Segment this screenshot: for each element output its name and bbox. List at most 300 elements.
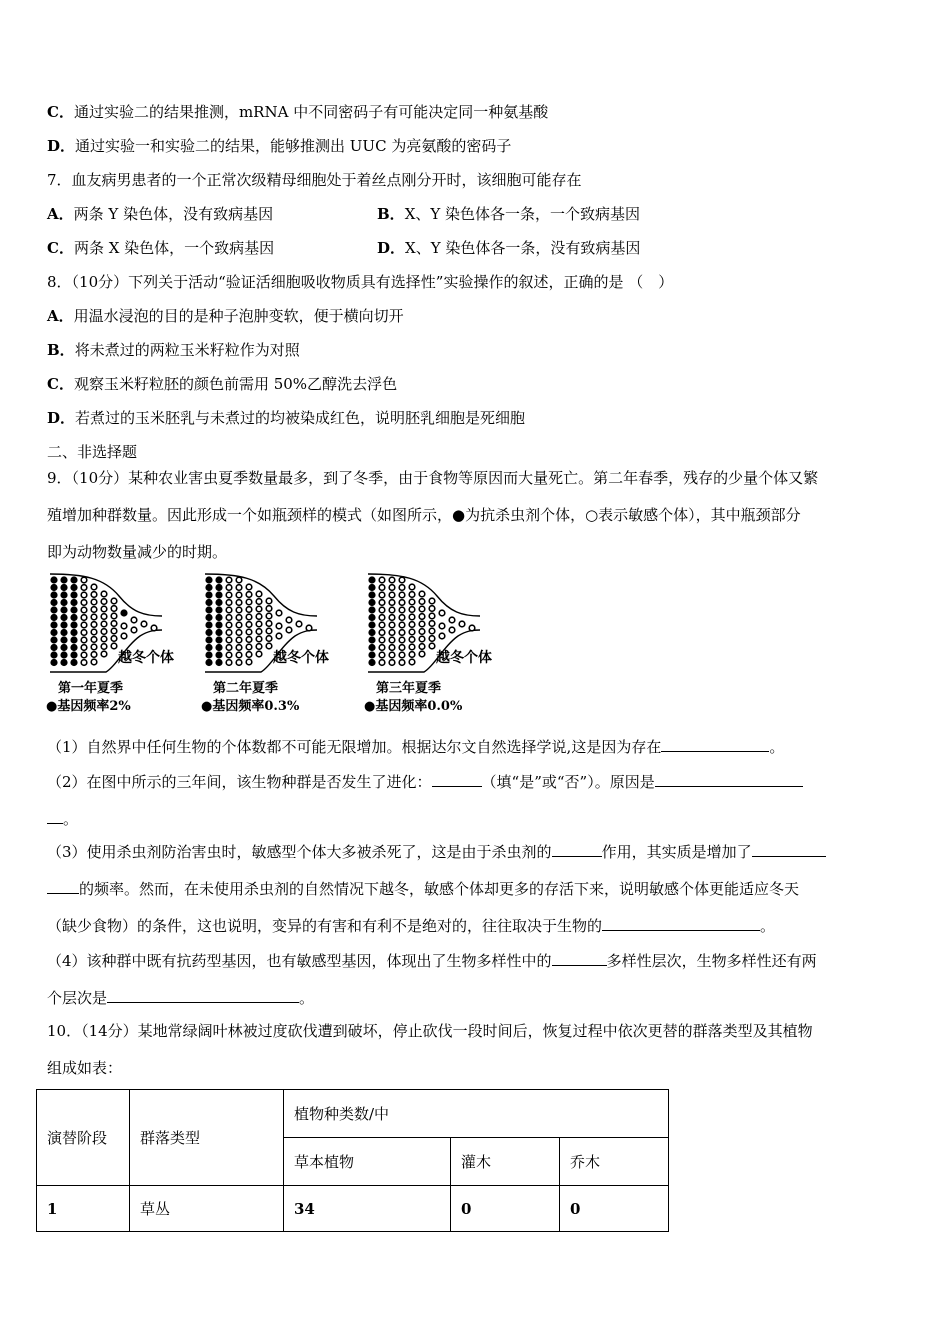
answer-blank[interactable]	[552, 840, 602, 857]
sensitive-individual	[246, 652, 252, 658]
q9-part1	[47, 735, 784, 758]
q9-part3-cont	[47, 877, 799, 900]
sensitive-individual	[226, 630, 232, 636]
q7-stem: 7．血友病男患者的一个正常次级精母细胞处于着丝点刚分开时，该细胞可能存在	[47, 171, 582, 189]
sensitive-individual	[389, 622, 395, 628]
resistant-individual	[369, 585, 375, 591]
resistant-individual	[51, 607, 57, 613]
overwintering-individual	[439, 610, 445, 616]
sensitive-individual	[256, 629, 262, 635]
header-stage: 演替阶段	[37, 1090, 130, 1186]
bottleneck-panel	[201, 574, 329, 714]
sensitive-individual	[236, 660, 242, 666]
overwintering-individual	[121, 610, 127, 616]
resistant-individual	[206, 630, 212, 636]
resistant-individual	[216, 615, 222, 621]
sensitive-individual	[409, 622, 415, 628]
q6-option-c	[47, 101, 548, 123]
resistant-individual	[216, 585, 222, 591]
sensitive-individual	[389, 607, 395, 613]
sensitive-individual	[101, 614, 107, 620]
sensitive-individual	[101, 599, 107, 605]
q9-part2	[47, 770, 803, 793]
bottleneck-panel	[364, 574, 492, 714]
option-letter: C．	[47, 239, 74, 257]
resistant-individual	[51, 630, 57, 636]
sensitive-individual	[226, 577, 232, 583]
resistant-individual	[216, 577, 222, 583]
resistant-individual	[71, 637, 77, 643]
overwintering-individual	[469, 625, 475, 631]
sensitive-individual	[236, 577, 242, 583]
part4-text-c: 个层次是	[47, 989, 108, 1007]
sensitive-individual	[389, 615, 395, 621]
answer-blank[interactable]	[661, 735, 769, 752]
q9-part3	[47, 840, 826, 863]
part2-text-b: （填“是”或“否”）。原因是	[481, 773, 655, 791]
sensitive-individual	[266, 628, 272, 634]
sensitive-individual	[256, 644, 262, 650]
overwintering-individual	[459, 621, 465, 627]
q8-option-b	[47, 339, 300, 361]
sensitive-individual	[399, 660, 405, 666]
sensitive-individual	[111, 621, 117, 627]
sensitive-individual	[246, 637, 252, 643]
sensitive-individual	[266, 613, 272, 619]
sensitive-individual	[379, 652, 385, 658]
sensitive-individual	[81, 600, 87, 606]
sensitive-individual	[91, 644, 97, 650]
resistant-individual	[61, 652, 67, 658]
sensitive-individual	[236, 645, 242, 651]
resistant-individual	[216, 637, 222, 643]
sensitive-individual	[419, 591, 425, 597]
sensitive-individual	[91, 584, 97, 590]
resistant-individual	[216, 622, 222, 628]
resistant-individual	[51, 645, 57, 651]
answer-blank[interactable]	[552, 949, 607, 966]
bottleneck-panel	[46, 574, 174, 714]
option-letter: D．	[47, 137, 76, 155]
part4-text-b: 多样性层次，生物多样性还有两	[606, 952, 817, 970]
sensitive-individual	[389, 600, 395, 606]
overwintering-individual	[276, 610, 282, 616]
resistant-individual	[206, 660, 212, 666]
resistant-individual	[71, 615, 77, 621]
sensitive-individual	[419, 606, 425, 612]
sensitive-individual	[236, 615, 242, 621]
sensitive-individual	[101, 606, 107, 612]
resistant-individual	[216, 660, 222, 666]
answer-blank[interactable]	[432, 770, 482, 787]
sensitive-individual	[101, 591, 107, 597]
sensitive-individual	[379, 607, 385, 613]
sensitive-individual	[266, 636, 272, 642]
sensitive-individual	[419, 629, 425, 635]
sensitive-individual	[91, 622, 97, 628]
sensitive-individual	[101, 629, 107, 635]
resistant-individual	[51, 652, 57, 658]
sensitive-individual	[389, 592, 395, 598]
sensitive-individual	[111, 636, 117, 642]
header-shrub: 灌木	[451, 1138, 560, 1186]
q9-stem-line2: 殖增加种群数量。因此形成一个如瓶颈样的模式（如图所示，●为抗杀虫剂个体，○表示敏感个体），其中瓶颈部分	[47, 506, 801, 524]
sensitive-individual	[409, 599, 415, 605]
gene-frequency-label: ●基因频率0.0%	[364, 699, 463, 714]
q9-part2-cont	[47, 807, 78, 830]
resistant-individual	[206, 577, 212, 583]
sensitive-individual	[399, 600, 405, 606]
sensitive-individual	[236, 607, 242, 613]
sensitive-individual	[379, 637, 385, 643]
sensitive-individual	[81, 622, 87, 628]
table-row	[37, 1186, 669, 1232]
answer-blank[interactable]	[655, 770, 803, 787]
part2-end: 。	[63, 810, 79, 828]
sensitive-individual	[111, 628, 117, 634]
sensitive-individual	[81, 585, 87, 591]
sensitive-individual	[256, 651, 262, 657]
overwintering-individual	[141, 621, 147, 627]
sensitive-individual	[226, 645, 232, 651]
winter-label: 越冬个体	[118, 650, 174, 666]
resistant-individual	[61, 592, 67, 598]
cell-type: 草丛	[130, 1186, 284, 1232]
sensitive-individual	[399, 637, 405, 643]
sensitive-individual	[419, 614, 425, 620]
sensitive-individual	[389, 660, 395, 666]
resistant-individual	[206, 607, 212, 613]
gene-frequency-label: ●基因频率2%	[46, 699, 131, 714]
sensitive-individual	[419, 636, 425, 642]
q8-option-a	[47, 305, 404, 327]
sensitive-individual	[389, 585, 395, 591]
sensitive-individual	[246, 584, 252, 590]
part3-text-b: 作用，其实质是增加了	[601, 843, 752, 861]
sensitive-individual	[379, 622, 385, 628]
season-label: 第二年夏季	[213, 681, 279, 696]
part4-text: （4）该种群中既有抗药型基因，也有敏感型基因，体现出了生物多样性中的	[47, 952, 552, 970]
q8-stem: 8．（10分）下列关于活动“验证活细胞吸收物质具有选择性”实验操作的叙述，正确的是 （ ）	[47, 273, 674, 291]
resistant-individual	[51, 577, 57, 583]
resistant-individual	[206, 592, 212, 598]
resistant-individual	[71, 585, 77, 591]
sensitive-individual	[399, 607, 405, 613]
overwintering-individual	[276, 623, 282, 629]
sensitive-individual	[236, 592, 242, 598]
option-text: X、Y 染色体各一条，没有致病基因	[405, 239, 641, 257]
sensitive-individual	[226, 592, 232, 598]
answer-blank[interactable]	[47, 807, 63, 824]
sensitive-individual	[81, 607, 87, 613]
resistant-individual	[61, 660, 67, 666]
sensitive-individual	[91, 629, 97, 635]
sensitive-individual	[429, 598, 435, 604]
resistant-individual	[369, 637, 375, 643]
option-text: 观察玉米籽粒胚的颜色前需用 50%乙醇洗去浮色	[73, 375, 398, 393]
q9-stem-line3: 即为动物数量减少的时期。	[47, 543, 228, 561]
sensitive-individual	[256, 614, 262, 620]
sensitive-individual	[389, 630, 395, 636]
part2-text: （2）在图中所示的三年间，该生物种群是否发生了进化：	[47, 773, 432, 791]
overwintering-individual	[121, 623, 127, 629]
sensitive-individual	[389, 645, 395, 651]
sensitive-individual	[236, 600, 242, 606]
sensitive-individual	[91, 592, 97, 598]
sensitive-individual	[399, 630, 405, 636]
header-herb: 草本植物	[284, 1138, 451, 1186]
sensitive-individual	[379, 615, 385, 621]
resistant-individual	[369, 645, 375, 651]
sensitive-individual	[111, 643, 117, 649]
sensitive-individual	[91, 599, 97, 605]
q7-option-d	[377, 237, 640, 259]
sensitive-individual	[81, 592, 87, 598]
option-text: 将未煮过的两粒玉米籽粒作为对照	[74, 341, 300, 359]
sensitive-individual	[236, 585, 242, 591]
option-letter: D．	[47, 409, 76, 427]
option-letter: A．	[47, 307, 74, 325]
sensitive-individual	[409, 584, 415, 590]
overwintering-individual	[449, 627, 455, 633]
sensitive-individual	[399, 577, 405, 583]
resistant-individual	[369, 592, 375, 598]
resistant-individual	[216, 600, 222, 606]
overwintering-individual	[131, 627, 137, 633]
sensitive-individual	[226, 600, 232, 606]
sensitive-individual	[91, 614, 97, 620]
resistant-individual	[216, 652, 222, 658]
sensitive-individual	[379, 645, 385, 651]
sensitive-individual	[246, 607, 252, 613]
sensitive-individual	[389, 577, 395, 583]
q6-option-d	[47, 135, 511, 157]
sensitive-individual	[389, 637, 395, 643]
resistant-individual	[61, 607, 67, 613]
option-text: 若煮过的玉米胚乳与未煮过的均被染成红色，说明胚乳细胞是死细胞	[75, 409, 526, 427]
sensitive-individual	[236, 652, 242, 658]
sensitive-individual	[429, 628, 435, 634]
bottleneck-figure	[44, 568, 524, 718]
overwintering-individual	[131, 617, 137, 623]
winter-label: 越冬个体	[273, 650, 329, 666]
answer-blank[interactable]	[47, 877, 79, 894]
sensitive-individual	[379, 585, 385, 591]
header-species: 植物种类数/中	[284, 1090, 669, 1138]
resistant-individual	[51, 622, 57, 628]
sensitive-individual	[91, 659, 97, 665]
resistant-individual	[206, 600, 212, 606]
sensitive-individual	[429, 643, 435, 649]
sensitive-individual	[91, 637, 97, 643]
header-tree: 乔木	[560, 1138, 669, 1186]
answer-blank[interactable]	[107, 986, 299, 1003]
sensitive-individual	[266, 621, 272, 627]
sensitive-individual	[81, 645, 87, 651]
option-letter: B．	[377, 205, 405, 223]
sensitive-individual	[399, 622, 405, 628]
q9-part3-cont2	[47, 914, 775, 937]
bottleneck-diagram	[44, 568, 524, 718]
sensitive-individual	[379, 592, 385, 598]
sensitive-individual	[101, 651, 107, 657]
resistant-individual	[61, 577, 67, 583]
sensitive-individual	[81, 630, 87, 636]
resistant-individual	[369, 660, 375, 666]
option-text: 通过实验一和实验二的结果，能够推测出 UUC 为亮氨酸的密码子	[75, 137, 512, 155]
sensitive-individual	[111, 598, 117, 604]
resistant-individual	[216, 607, 222, 613]
sensitive-individual	[379, 660, 385, 666]
season-label: 第三年夏季	[376, 681, 442, 696]
overwintering-individual	[439, 633, 445, 639]
sensitive-individual	[81, 637, 87, 643]
sensitive-individual	[419, 651, 425, 657]
succession-table	[36, 1089, 669, 1232]
resistant-individual	[71, 607, 77, 613]
sensitive-individual	[266, 606, 272, 612]
resistant-individual	[369, 615, 375, 621]
sensitive-individual	[409, 652, 415, 658]
resistant-individual	[51, 592, 57, 598]
resistant-individual	[71, 592, 77, 598]
sensitive-individual	[379, 600, 385, 606]
sensitive-individual	[236, 630, 242, 636]
sensitive-individual	[226, 615, 232, 621]
overwintering-individual	[121, 633, 127, 639]
sensitive-individual	[246, 614, 252, 620]
q10-stem-line1: 10．（14分）某地常绿阔叶林被过度砍伐遭到破坏，停止砍伐一段时间后，恢复过程中依次更替的群落类型及其植物	[47, 1022, 813, 1040]
resistant-individual	[51, 615, 57, 621]
q9-part4	[47, 949, 817, 972]
sensitive-individual	[256, 591, 262, 597]
resistant-individual	[71, 600, 77, 606]
resistant-individual	[71, 645, 77, 651]
part3-text-d: （缺少食物）的条件，这也说明，变异的有害和有利不是绝对的，往往取决于生物的	[47, 917, 603, 935]
answer-blank[interactable]	[752, 840, 826, 857]
part3-text-c: 的频率。然而，在未使用杀虫剂的自然情况下越冬，敏感个体却更多的存活下来，说明敏感个体更能适应冬天	[79, 880, 800, 898]
sensitive-individual	[399, 652, 405, 658]
option-letter: B．	[47, 341, 75, 359]
part3-text: （3）使用杀虫剂防治害虫时，敏感型个体大多被杀死了，这是由于杀虫剂的	[47, 843, 552, 861]
q10-stem-line2: 组成如表：	[47, 1059, 123, 1077]
sensitive-individual	[419, 621, 425, 627]
sensitive-individual	[409, 592, 415, 598]
sensitive-individual	[81, 615, 87, 621]
overwintering-individual	[306, 625, 312, 631]
sensitive-individual	[399, 592, 405, 598]
resistant-individual	[369, 622, 375, 628]
winter-label: 越冬个体	[436, 650, 492, 666]
option-text: 两条 Y 染色体，没有致病基因	[73, 205, 274, 223]
q8-option-d	[47, 407, 525, 429]
resistant-individual	[71, 577, 77, 583]
option-letter: D．	[377, 239, 406, 257]
season-label: 第一年夏季	[58, 681, 124, 696]
option-text: X、Y 染色体各一条，一个致病基因	[404, 205, 641, 223]
cell-herb: 34	[284, 1186, 451, 1232]
option-text: 两条 X 染色体，一个致病基因	[73, 239, 275, 257]
q9-part4-cont	[47, 986, 314, 1009]
overwintering-individual	[296, 621, 302, 627]
part1-text: （1）自然界中任何生物的个体数都不可能无限增加。根据达尔文自然选择学说,这是因为存在	[47, 738, 662, 756]
resistant-individual	[71, 652, 77, 658]
resistant-individual	[206, 615, 212, 621]
sensitive-individual	[256, 606, 262, 612]
resistant-individual	[51, 600, 57, 606]
part1-end: 。	[769, 738, 785, 756]
option-text: 通过实验二的结果推测，mRNA 中不同密码子有可能决定同一种氨基酸	[73, 103, 549, 121]
sensitive-individual	[399, 615, 405, 621]
q9-stem-line1: 9．（10分）某种农业害虫夏季数量最多，到了冬季，由于食物等原因而大量死亡。第二年春季，残存的少量个体又繁	[47, 469, 819, 487]
overwintering-individual	[286, 617, 292, 623]
sensitive-individual	[111, 606, 117, 612]
sensitive-individual	[246, 644, 252, 650]
overwintering-individual	[276, 633, 282, 639]
sensitive-individual	[256, 636, 262, 642]
resistant-individual	[61, 637, 67, 643]
resistant-individual	[206, 622, 212, 628]
answer-blank[interactable]	[602, 914, 760, 931]
sensitive-individual	[101, 636, 107, 642]
resistant-individual	[369, 652, 375, 658]
resistant-individual	[206, 585, 212, 591]
resistant-individual	[216, 630, 222, 636]
resistant-individual	[206, 652, 212, 658]
gene-frequency-label: ●基因频率0.3%	[201, 699, 300, 714]
sensitive-individual	[91, 652, 97, 658]
sensitive-individual	[81, 577, 87, 583]
resistant-individual	[216, 592, 222, 598]
resistant-individual	[61, 600, 67, 606]
overwintering-individual	[449, 617, 455, 623]
sensitive-individual	[111, 613, 117, 619]
resistant-individual	[71, 660, 77, 666]
sensitive-individual	[409, 607, 415, 613]
overwintering-individual	[286, 627, 292, 633]
resistant-individual	[51, 637, 57, 643]
sensitive-individual	[419, 644, 425, 650]
sensitive-individual	[101, 621, 107, 627]
sensitive-individual	[409, 629, 415, 635]
sensitive-individual	[236, 637, 242, 643]
resistant-individual	[206, 637, 212, 643]
resistant-individual	[61, 645, 67, 651]
part3-end: 。	[760, 917, 776, 935]
sensitive-individual	[246, 592, 252, 598]
resistant-individual	[61, 630, 67, 636]
sensitive-individual	[246, 629, 252, 635]
q7-option-a	[47, 203, 273, 225]
sensitive-individual	[226, 585, 232, 591]
cell-shrub: 0	[451, 1186, 560, 1232]
part4-end: 。	[299, 989, 315, 1007]
option-letter: A．	[47, 205, 74, 223]
resistant-individual	[71, 622, 77, 628]
resistant-individual	[206, 645, 212, 651]
sensitive-individual	[429, 606, 435, 612]
overwintering-individual	[151, 625, 157, 631]
section-heading: 二、非选择题	[47, 443, 138, 461]
sensitive-individual	[409, 614, 415, 620]
header-type: 群落类型	[130, 1090, 284, 1186]
sensitive-individual	[91, 607, 97, 613]
sensitive-individual	[266, 643, 272, 649]
sensitive-individual	[236, 622, 242, 628]
resistant-individual	[216, 645, 222, 651]
sensitive-individual	[226, 660, 232, 666]
resistant-individual	[369, 600, 375, 606]
